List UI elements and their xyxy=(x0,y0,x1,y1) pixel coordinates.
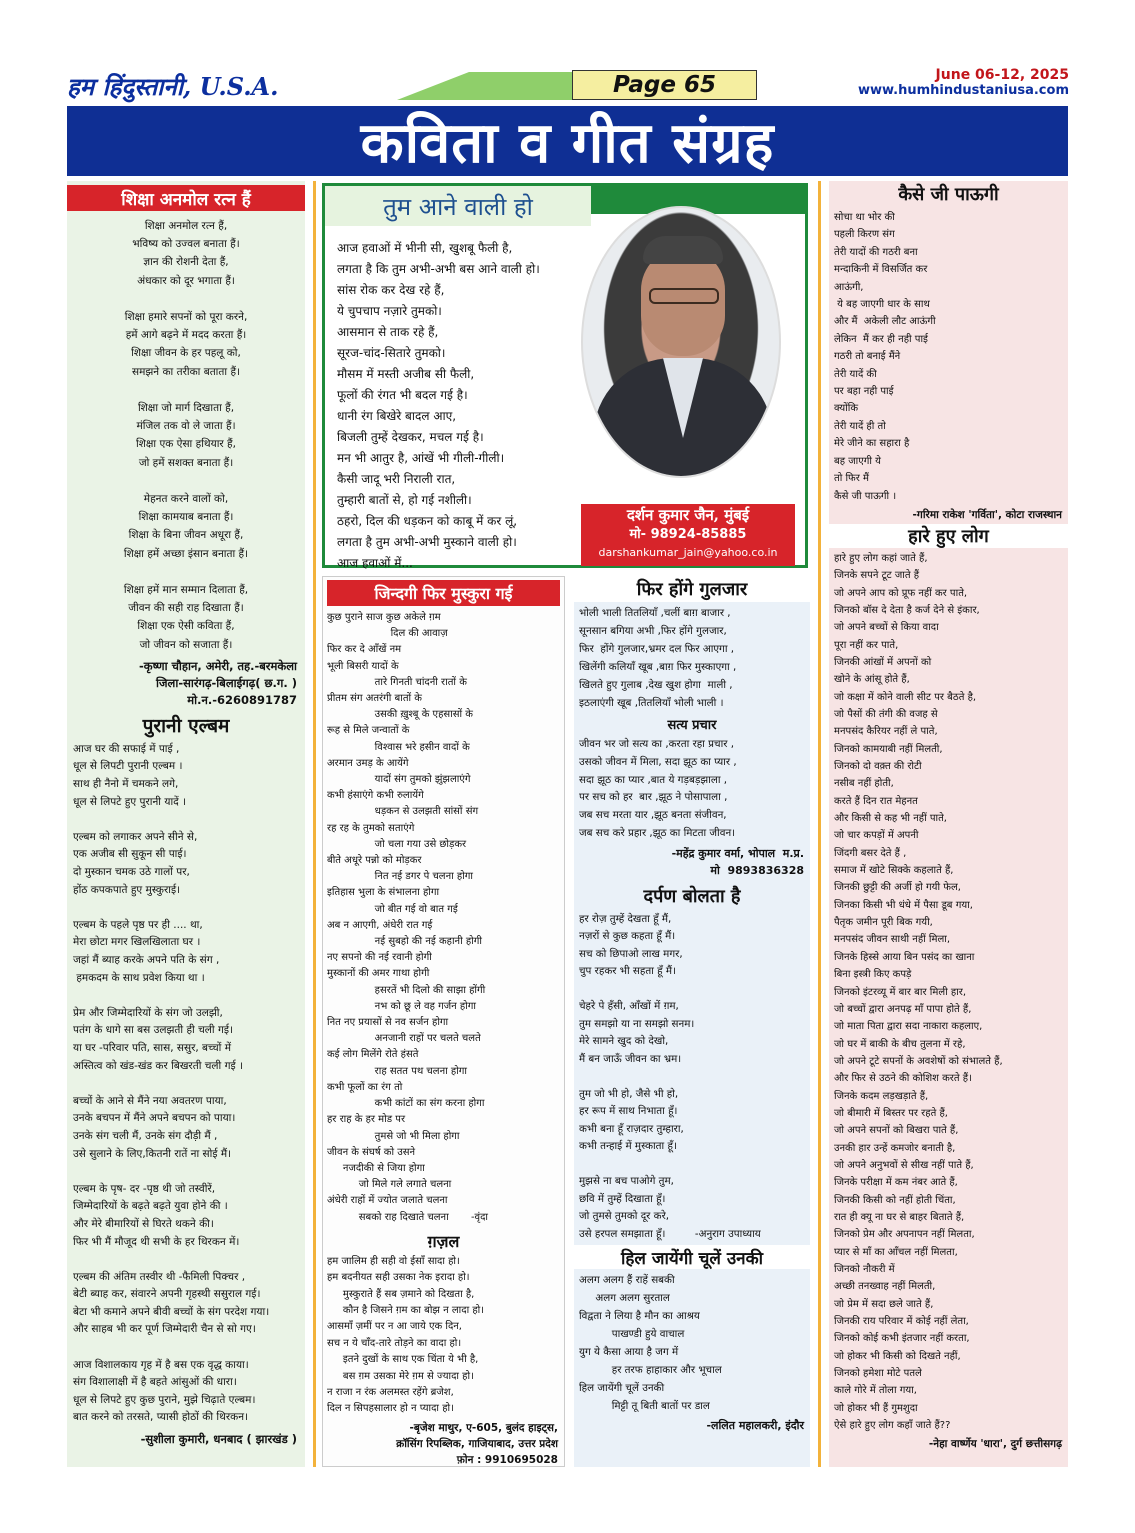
poem-body: हम जालिम ही सही वो ईसाँ सादा हो। हम बदनीयत सही उसका नेक इरादा हो। मुस्कुराते हैं सब ज़माने को दिखता है, कौन है जिसने ग़म का बोझ न लादा हो। आसमाँ ज़मीं पर न आ जाये एक दिन, सच न ये चाँद-तारे तोड़ने का वादा हो। इतने दुखों के साथ एक चिंता ये भी है, बस ग़म उसका मेरे ग़म से ज्यादा हो। न राजा न रंक अलमस्त रहेंगे ब्रजेश, दिल न सिपहसालार हो न प्यादा हो। xyxy=(327,1255,485,1415)
issue-date: June 06-12, 2025 xyxy=(935,67,1069,83)
brand-name: हम हिंदुस्तानी, U.S.A. xyxy=(67,72,279,101)
poem-author: -गरिमा राकेश 'गर्विता', कोटा राजस्थान xyxy=(912,508,1062,521)
poem-title: फिर होंगे गुलजार xyxy=(574,576,810,602)
poem-body: हर रोज़ तुम्हें देखता हूँ मैं, नज़रों से कुछ कहता हूँ मैं। सच को छिपाओ लाख मगर, चुप रहकर भी सहता हूँ मैं। चेहरे पे हँसी, आँखों में ग़म, तुम समझो या ना समझो सनम। मेरे सामने खुद को देखो, मैं बन जाऊँ जीवन का भ्रम। तुम जो भी हो, जैसे भी हो, हर रूप में साथ निभाता हूँ। कभी बना हूँ राज़दार तुम्हारा, कभी तन्हाई में मुस्काता हूँ। मुझसे ना बच पाओगे तुम, छवि में तुम्हें दिखाता हूँ। जो तुमसे तुमको दूर करे, उसे हरपल समझाता हूँ। -अनुराग उपाध्याय xyxy=(579,912,761,1240)
section-banner xyxy=(67,106,1068,176)
poem-title: शिक्षा अनमोल रत्न हैं xyxy=(67,185,305,211)
poem-body: कुछ पुराने साज कुछ अकेले ग़म दिल की आवाज़ फिर कर दे आँखें नम भूली बिसरी यादों के तारे गिनती चांदनी रातों के प्रीतम संग अतरंगी बातों के उसकी ख़ुश्बू के एहसासों के रूह से मिले जन्वातों के विश्वास भरे हसीन वादों के अरमान उमड़ के आयेंगे यादों संग तुमको झुंझलाएंगे कभी हंसाएंगे कभी रुलायेंगे धड़कन से उलझती सांसों संग रह रह के तुमको सताएंगे जो चला गया उसे छोड़कर बीते अधूरे पन्नो को मोड़कर नित नई डगर पे चलना होगा इतिहास भुला के संभालना होगा जो बीत गई वो बात गई अब न आएगी, अंधेरी रात गई नई सुबहो की नई कहानी होगी नए सपनो की नई रवानी होगी मुस्कानों की अमर गाथा होगी हसरतें भी दिलो की साझा होंगी नभ को छू ले वह गर्जन होगा नित नए प्रयासों से नव सर्जन होगा अनजानी राहों पर चलते चलते कई लोग मिलेंगे रोते हंसते राह सतत पथ चलना होगा कभी फूलों का रंग तो कभी कांटों का संग करना होगा हर राह के हर मोड पर तुमसे जो भी मिला होगा जीवन के संघर्ष को उसने नजदीकी से जिया होगा जो मिले गले लगाते चलना अंधेरी राहों में ज्योत जलाते चलना सबको राह दिखाते चलना -वृंदा xyxy=(327,612,489,1223)
featured-author-phone: मो- 98924-85885 xyxy=(629,527,747,542)
poem-title: जिन्दगी फिर मुस्कुरा गई xyxy=(327,580,560,606)
poem-title: सत्य प्रचार xyxy=(667,718,717,733)
column-divider xyxy=(818,181,821,1467)
poem-title: ग़ज़ल xyxy=(427,1231,460,1251)
column-middle-right xyxy=(574,576,810,1467)
column-left xyxy=(67,181,305,1467)
poem-title: कैसे जी पाऊगी xyxy=(898,184,999,205)
banner-title: कविता व गीत संग्रह xyxy=(360,111,775,176)
featured-author-email[interactable]: darshankumar_jain@yahoo.co.in xyxy=(598,546,778,559)
poem-author: -ललित महालकरी, इंदौर xyxy=(706,1419,804,1433)
poem-title: हिल जायेंगी चूलें उनकी xyxy=(574,1245,810,1269)
masthead-right xyxy=(858,67,1069,98)
column-divider xyxy=(313,181,316,1467)
poem-title: हारे हुए लोग xyxy=(829,524,1068,548)
poem-author: -कृष्णा चौहान, अमेरी, तह.-बरमकेला जिला-सारंगढ़-बिलाईगढ़( छ.ग. ) मो.न.-6260891787 xyxy=(139,658,297,707)
featured-author-name: दर्शन कुमार जैन, मुंबई xyxy=(626,506,750,524)
website-link[interactable]: www.humhindustaniusa.com xyxy=(857,83,1069,98)
featured-title: तुम आने वाली हो xyxy=(325,186,591,226)
poem-title: दर्पण बोलता है xyxy=(643,885,741,907)
poem-author: -बृजेश माथुर, ए-605, बुलंद हाइट्स, क्रॉसिंग रिपब्लिक, गाजियाबाद, उत्तर प्रदेश फ़ोन : 9910695028 xyxy=(396,1421,558,1466)
poem-author: -महेंद्र कुमार वर्मा, भोपाल म.प्र. मो 9893836328 xyxy=(671,846,804,877)
poem-body: भोली भाली तितलियाँ ,चलीं बाग़ बाजार , सूनसान बगिया अभी ,फिर होंगे गुलजार, फिर होंगे गुलजार,भ्रमर दल फिर आएगा , खिलेंगी कलियाँ खूब ,बाग़ फिर मुस्काएगा , खिलते हुए गुलाब ,देख खुश होगा माली , इठलाएंगी खूब ,तितलियाँ भोली भाली । xyxy=(579,607,737,709)
author-photo xyxy=(581,206,781,478)
featured-poem-body: आज हवाओं में भीनी सी, खुशबू फैली है, लगता है कि तुम अभी-अभी बस आने वाली हो। सांस रोक कर देख रहे हैं, ये चुपचाप नज़ारे तुमको। आसमान से ताक रहे हैं, सूरज-चांद-सितारे तुमको। मौसम में मस्ती अजीब सी फैली, फूलों की रंगत भी बदल गई है। धानी रंग बिखेरे बादल आए, बिजली तुम्हें देखकर, मचल गई है। मन भी आतुर है, आंखें भी गीली-गीली। कैसी जादू भरी निराली रात, तुम्हारी बातों से, हो गई नशीली। ठहरो, दिल की धड़कन को काबू में कर लूं, लगता है तुम अभी-अभी मुस्काने वाली हो। आज हवाओं में... xyxy=(337,241,540,570)
poem-body: सोचा था भोर की पहली किरण संग तेरी यादों की गठरी बना मन्दाकिनी में विसर्जित कर आऊंगी, ये बह जाएगी धार के साथ और मैं अकेली लौट आऊंगी लेकिन मैं कर ही नही पाई गठरी तो बनाई मैंने तेरी यादें की पर बहा नही पाई क्योंकि तेरी यादें ही तो मेरे जीने का सहारा है बह जाएगी ये तो फिर मैं कैसे जी पाऊगी । xyxy=(834,212,936,502)
poem-body: आज घर की सफाई में पाई , धूल से लिपटी पुरानी एल्बम । साथ ही नैनो में चमकने लगे, धूल से लिपटे हुए पुरानी यादें । एल्बम को लगाकर अपने सीने से, एक अजीब सी सुकून सी पाई। दो मुस्कान चमक उठे गालों पर, होंठ कपकपाते हुए मुस्कुराई। एल्बम के पहले पृष्ठ पर ही .... था, मेरा छोटा मगर खिलखिलाता घर । जहां मैं ब्याह करके अपने पति के संग , हमकदम के साथ प्रवेश किया था । प्रेम और जिम्मेदारियों के संग जो उलझी, पतंग के धागे सा बस उलझती ही चली गई। या घर -परिवार पति, सास, ससुर, बच्चों में अस्तित्व को खंड-खंड कर बिखरती चली गई । बच्चों के आने से मैंने नया अवतरण पाया, उनके बचपन में मैंने अपने बचपन को पाया। उनके संग चली मैं, उनके संग दौड़ी मैं , उसे सुलाने के लिए,कितनी रातें ना सोई मैं। एल्बम के पृष- दर -पृष्ठ थी जो तस्वीरें, जिम्मेदारियों के बढ़ते बढ़ते युवा होने की । और मेरे बीमारियों से घिरते थकने की। फिर भी मैं मौजूद थी सभी के हर थिरकन में। एल्बम की अंतिम तस्वीर थी -फैमिली पिक्चर , बेटी ब्याह कर, संवारने अपनी गृहस्थी ससुराल गई। बेटा भी कमाने अपने बीवी बच्चों के संग परदेश गया। और साहब भी कर पूर्ण जिम्मेदारी चैन से सो गए। आज विशालकाय गृह में है बस एक वृद्ध काया। संग विशालाक्षी में है बहते आंसुओं की धारा। धूल से लिपटे हुए कुछ पुराने, मुझे चिढ़ाते एल्बम। बात करने को तरसते, प्यासी होठों की थिरकन। xyxy=(73,742,270,1424)
page-number: Page 65 xyxy=(572,70,757,100)
column-middle-left xyxy=(322,576,565,1467)
poem-author: -नेहा वार्ष्णेय 'धारा', दुर्ग छत्तीसगढ़ xyxy=(928,1438,1062,1451)
poem-author: -सुशीला कुमारी, धनबाद ( झारखंड ) xyxy=(140,1432,297,1447)
featured-author-box xyxy=(581,504,795,566)
poem-body: अलग अलग हैं राहें सबकी अलग अलग सुरताल विद्वता ने लिया है मौन का आश्रय पाखण्डी हुये वाचाल युग ये कैसा आया है जग में हर तरफ हाहाकार और भूचाल हिल जायेंगी चूलें उनकी मिट्टी तू बिती बातों पर डाल xyxy=(579,1274,722,1413)
column-right xyxy=(829,181,1068,1467)
poem-body: जीवन भर जो सत्य का ,करता रहा प्रचार , उसको जीवन में मिला, सदा झूठ का प्यार , सदा झूठ का प्यार ,बात ये गड़बड़झाला , पर सच को हर बार ,झूठ ने पोसापाला , जब सच मरता यार ,झूठ बनता संजीवन, जब सच करे प्रहार ,झूठ का मिटता जीवन। xyxy=(579,738,737,839)
featured-poem-box xyxy=(322,183,808,568)
masthead-left xyxy=(67,70,716,101)
poem-title: पुरानी एल्बम xyxy=(142,714,230,737)
poem-body: शिक्षा अनमोल रत्न हैं, भविष्य को उज्वल बनाता हैं। ज्ञान की रोशनी देता हैं, अंधकार को दूर भगाता हैं। शिक्षा हमारे सपनों को पूरा करने, हमें आगे बढ़ने में मदद करता हैं। शिक्षा जीवन के हर पहलू को, समझने का तरीका बताता हैं। शिक्षा जो मार्ग दिखाता हैं, मंजिल तक वो ले जाता हैं। शिक्षा एक ऐसा हथियार हैं, जो हमें सशक्त बनाता हैं। मेहनत करने वालों को, शिक्षा कामयाब बनाता हैं। शिक्षा के बिना जीवन अधूरा हैं, शिक्षा हमें अच्छा इंसान बनाता हैं। शिक्षा हमें मान सम्मान दिलाता हैं, जीवन की सही राह दिखाता हैं। शिक्षा एक ऐसी कविता हैं, जो जीवन को सजाता हैं। xyxy=(123,220,249,651)
poem-body: हारे हुए लोग कहां जाते हैं, जिनके सपने टूट जाते हैं जो अपने आप को प्रूफ नहीं कर पाते, जिनको बॉस दे देता है कर्ज देने से इंकार, जो अपने बच्चों से किया वादा पूरा नहीं कर पाते, जिनकी आंखों में अपनों को खोने के आंसू होते हैं, जो कक्षा में कोने वाली सीट पर बैठते है, जो पैसों की तंगी की वजह से मनपसंद कैरियर नहीं ले पाते, जिनको कामयाबी नहीं मिलती, जिनको दो वक़्त की रोटी नसीब नहीं होती, करते हैं दिन रात मेहनत और किसी से कह भी नहीं पाते, जो चार कपड़ों में अपनी जिंदगी बसर देते हैं , समाज में खोटे सिक्के कहलाते हैं, जिनकी छुट्टी की अर्जी हो गयी फेल, जिनका किसी भी धंधे में पैसा डूब गया, पैतृक जमीन पूरी बिक गयी, मनपसंद जीवन साथी नहीं मिला, जिनके हिस्से आया बिन पसंद का खाना बिना इस्त्री किए कपड़े जिनको इंटरव्यू में बार बार मिली हार, जो बच्चों द्वारा अनपढ़ माँ पापा होते हैं, जो माता पिता द्वारा सदा नाकारा कहलाए, जो घर में बाकी के बीच तुलना में रहे, जो अपने टूटे सपनों के अवशेषों को संभालते हैं, और फिर से उठने की कोशिश करते हैं। जिनके कदम लड़खड़ाते हैं, जो बीमारी में बिस्तर पर रहते हैं, जो अपने सपनों को बिखरा पाते हैं, उनकी हार उन्हें कमजोर बनाती है, जो अपने अनुभवों से सीख नहीं पाते हैं, जिनके परीक्षा में कम नंबर आते हैं, जिनकी किसी को नहीं होती चिंता, रात ही क्यू ना घर से बाहर बिताते हैं, जिनको प्रेम और अपनापन नहीं मिलता, प्यार से माँ का आँचल नहीं मिलता, जिनको नौकरी में अच्छी तनख्वाह नहीं मिलती, जो प्रेम में सदा छले जाते हैं, जिनकी राय परिवार में कोई नहीं लेता, जिनको कोई कभी इंतजार नहीं करता, जो होकर भी किसी को दिखते नहीं, जिनको हमेशा मोटे पतले काले गोरे में तोला गया, जो होकर भी हैं गुमशुदा ऐसे हारे हुए लोग कहाँ जाते हैं?? xyxy=(834,552,1003,1432)
